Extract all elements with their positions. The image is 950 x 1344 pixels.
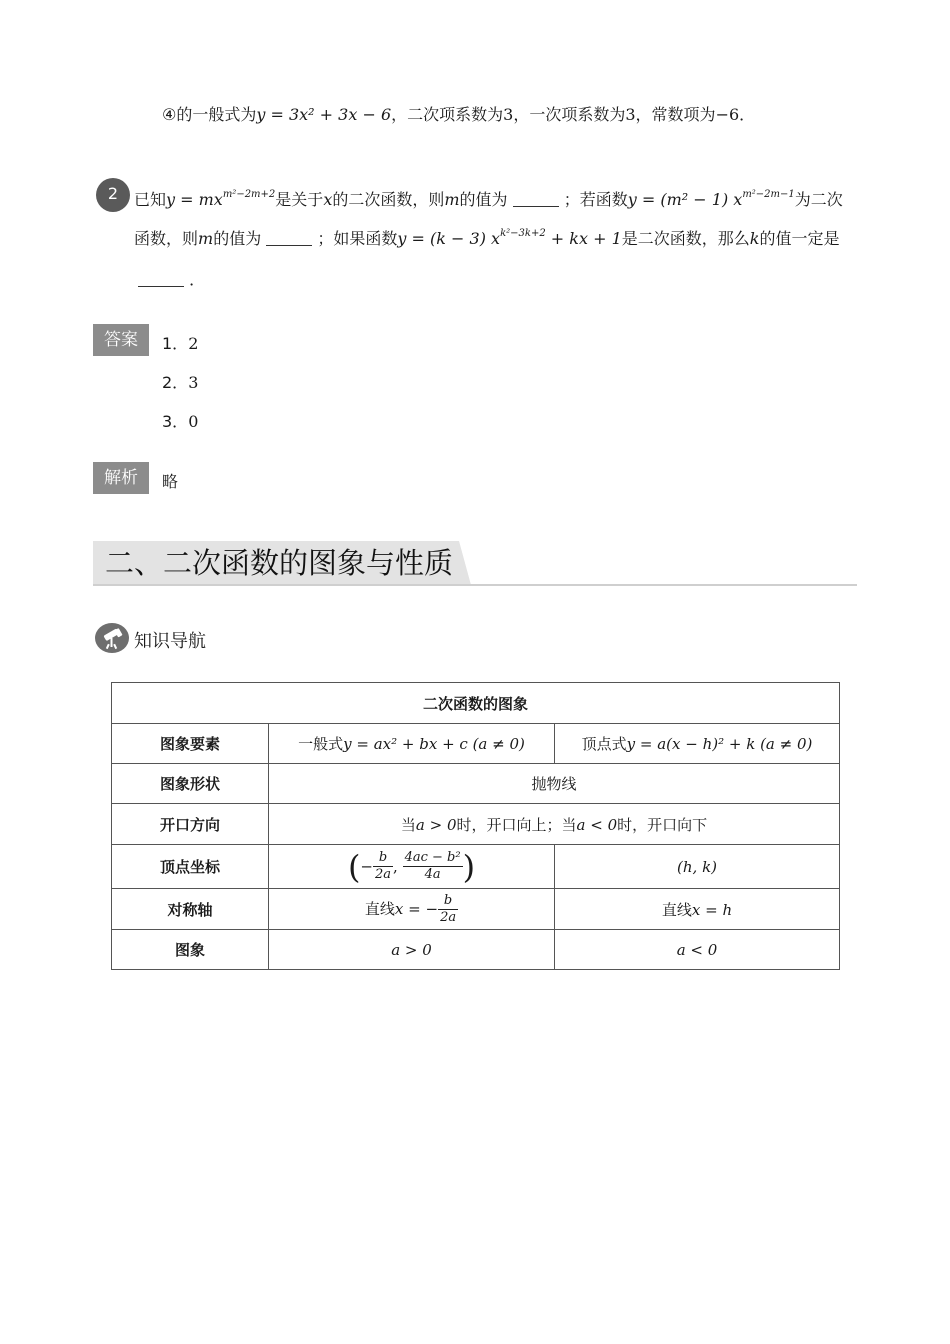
answer-tag: 答案 [93, 324, 149, 356]
row-header: 图象要素 [112, 724, 269, 764]
prev-item-line: ④的一般式为y = 3x² + 3x − 6，二次项系数为3，一次项系数为3，常数项为−6． [162, 105, 756, 124]
table-cell: 顶点式y = a(x − h)² + k (a ≠ 0) [555, 724, 840, 764]
question-line-2: 函数，则m的值为 ；如果函数y = (k − 3) $x^{k^2-3k+2}$ + kx + 1是二次函数，那么k的值一定是 [134, 228, 840, 248]
answer-item: 1．2 [162, 334, 199, 353]
quadratic-graph-table [111, 682, 840, 970]
table-row [112, 724, 840, 764]
row-header: 开口方向 [112, 804, 269, 845]
table-row [112, 845, 840, 889]
table-cell: 一般式y = ax² + bx + c (a ≠ 0) [269, 724, 555, 764]
knowledge-nav-label: 知识导航 [134, 631, 206, 652]
answer-item: 2．3 [162, 373, 199, 392]
section-divider [93, 584, 857, 586]
answer-item: 3．0 [162, 412, 199, 431]
table-cell: a < 0 [555, 930, 840, 970]
table-row [112, 764, 840, 804]
question-line-1: 已知$y = mx^{m^2-2m+2}$是关于x的二次函数，则m的值为 ；若函数y = (m² − 1) $x^{m^2-2m-1}$为二次 [134, 189, 843, 209]
table-cell: a > 0 [269, 930, 555, 970]
analysis-tag: 解析 [93, 462, 149, 494]
table-row [112, 683, 840, 724]
row-header: 图象 [112, 930, 269, 970]
row-header: 顶点坐标 [112, 845, 269, 889]
table-row [112, 804, 840, 845]
table-cell: 直线x = − $\frac{b}{2a}$ [269, 889, 555, 930]
answer-blank-2[interactable] [266, 245, 312, 246]
question-line-3: ． [138, 267, 205, 290]
prev-marker: ④ [162, 105, 177, 124]
table-cell: 当a > 0时，开口向上；当a < 0时，开口向下 [269, 804, 840, 845]
table-cell: 抛物线 [269, 764, 840, 804]
question-number-badge: 2 [96, 178, 130, 212]
prev-equation: y = 3x² + 3x − 6 [256, 105, 392, 124]
section-title: 二、二次函数的图象与性质 [105, 546, 454, 580]
telescope-icon [95, 623, 129, 653]
table-cell: (h, k) [555, 845, 840, 889]
table-cell: (− $\frac{b}{2a}$ , $\frac{\text{4ac − b²}}{4a}$ ) [269, 845, 555, 889]
answer-blank-1[interactable] [513, 206, 559, 207]
row-header: 图象形状 [112, 764, 269, 804]
table-cell: 直线x = h [555, 889, 840, 930]
table-row [112, 889, 840, 930]
table-row [112, 930, 840, 970]
analysis-text: 略 [162, 472, 179, 491]
answer-blank-3[interactable] [138, 286, 184, 287]
table-title: 二次函数的图象 [112, 683, 840, 724]
row-header: 对称轴 [112, 889, 269, 930]
